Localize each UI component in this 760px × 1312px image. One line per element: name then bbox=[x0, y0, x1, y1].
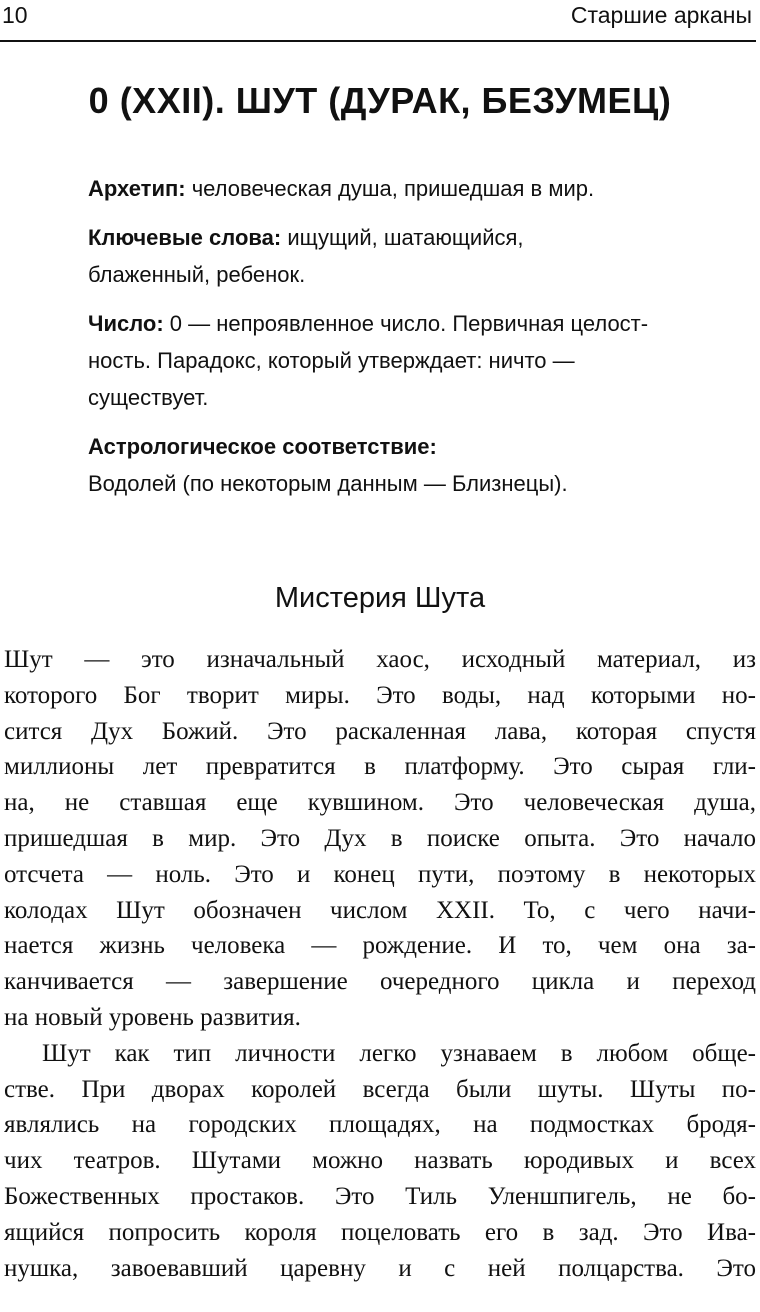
text-line: пришедшая в мир. Это Дух в поиске опыта. Это начало bbox=[4, 824, 756, 852]
fact-value: ность. Парадокс, который утверждает: ничто — bbox=[88, 348, 575, 373]
paragraph-1-last-line bbox=[4, 1000, 756, 1036]
text-line: Шут как тип личности легко узнаваем в любом обще- bbox=[42, 1039, 756, 1067]
section-subtitle: Мистерия Шута bbox=[274, 582, 486, 614]
fact-archetype bbox=[88, 170, 738, 207]
fact-keywords bbox=[88, 219, 738, 293]
text-line: которого Бог творит миры. Это воды, над которыми но- bbox=[4, 681, 756, 709]
text-line: канчивается — завершение очередного цикла и переход bbox=[4, 968, 756, 996]
section-name: Старшие арканы bbox=[570, 2, 752, 28]
text-line: чих театров. Шутами можно назвать юродивых и всех bbox=[4, 1147, 756, 1175]
text-line: стве. При дворах королей всегда были шуты. Шуты по- bbox=[4, 1075, 756, 1103]
paragraph-2 bbox=[4, 1036, 756, 1287]
fact-number bbox=[88, 305, 738, 416]
text-line: миллионы лет превратится в платформу. Это сырая гли- bbox=[4, 753, 756, 781]
running-head bbox=[0, 0, 756, 42]
fact-label: Архетип: bbox=[88, 176, 186, 201]
text-line: на новый уровень развития. bbox=[4, 1003, 301, 1031]
fact-value: блаженный, ребенок. bbox=[88, 262, 306, 287]
card-facts bbox=[88, 170, 738, 514]
fact-label: Ключевые слова: bbox=[88, 225, 282, 250]
page-number: 10 bbox=[2, 2, 28, 28]
text-line: на, не ставшая еще кувшином. Это человеческая душа, bbox=[4, 789, 756, 817]
fact-value: Водолей (по некоторым данным — Близнецы). bbox=[88, 471, 568, 496]
paragraph-1 bbox=[4, 642, 756, 1000]
fact-value: человеческая душа, пришедшая в мир. bbox=[191, 176, 595, 201]
text-line: нушка, завоевавший царевну и с ней полцарства. Это bbox=[4, 1254, 756, 1282]
fact-label: Астрологическое соответствие: bbox=[88, 434, 437, 459]
fact-value: ищущий, шатающийся, bbox=[287, 225, 524, 250]
fact-astrology bbox=[88, 428, 738, 502]
fact-value: 0 — непроявленное число. Первичная целост- bbox=[169, 311, 649, 336]
text-line: являлись на городских площадях, на подмостках бродя- bbox=[4, 1111, 756, 1139]
text-line: ящийся попросить короля поцеловать его в зад. Это Ива- bbox=[4, 1218, 756, 1246]
text-line: Шут — это изначальный хаос, исходный материал, из bbox=[4, 646, 756, 673]
body-text bbox=[4, 642, 756, 1286]
card-title: 0 (XXII). ШУТ (ДУРАК, БЕЗУМЕЦ) bbox=[88, 80, 672, 121]
text-line: колодах Шут обозначен числом XXII. То, с чего начи- bbox=[4, 896, 756, 924]
text-line: Божественных простаков. Это Тиль Уленшпигель, не бо- bbox=[4, 1182, 756, 1210]
fact-label: Число: bbox=[88, 311, 164, 336]
text-line: отсчета — ноль. Это и конец пути, поэтому в некоторых bbox=[4, 860, 756, 888]
fact-value: существует. bbox=[88, 385, 209, 410]
text-line: нается жизнь человека — рождение. И то, чем она за- bbox=[4, 932, 756, 960]
text-line: сится Дух Божий. Это раскаленная лава, которая спустя bbox=[4, 717, 756, 745]
